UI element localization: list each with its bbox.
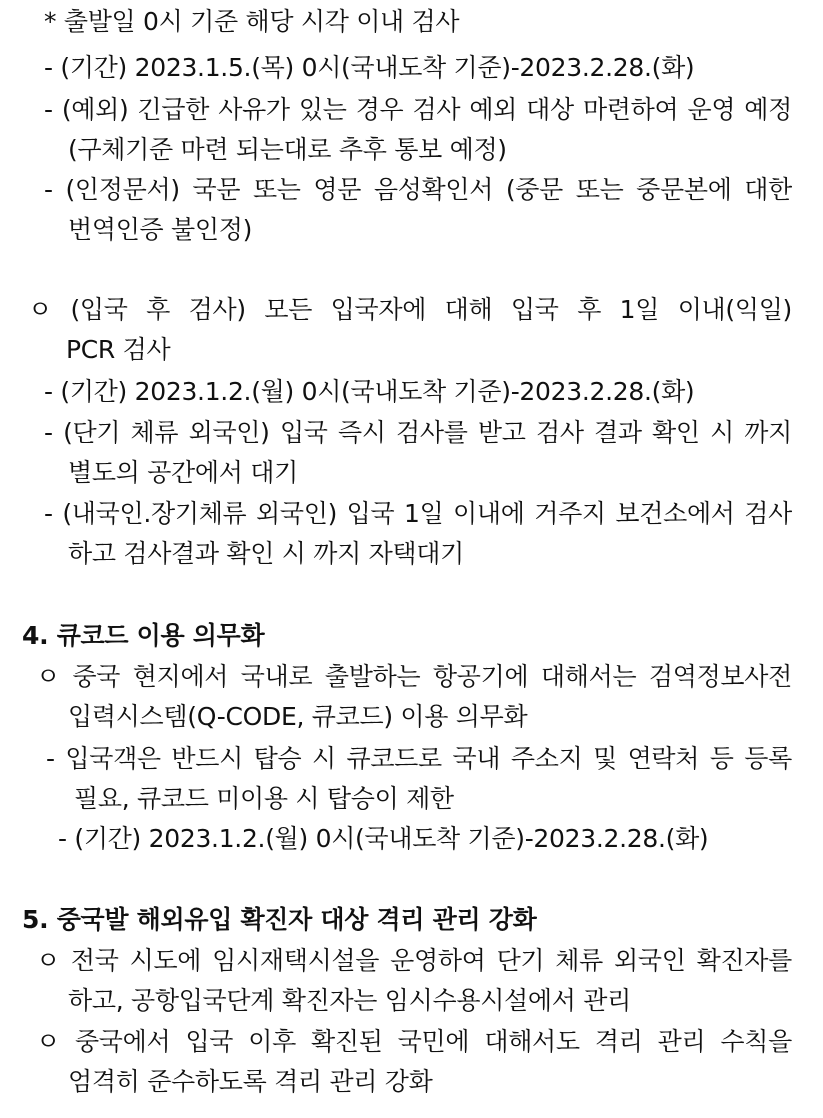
prior-test-documents-line1: - (인정문서) 국문 또는 영문 음성확인서 (중문 또는 중문본에 대한 [44,175,792,204]
section5-bullet1-line1: ㅇ 전국 시도에 임시재택시설을 운영하여 단기 체류 외국인 확진자를 [36,946,792,975]
section4-bullet-line2: 입력시스템(Q-CODE, 큐코드) 이용 의무화 [68,702,528,731]
long-stay-line2: 하고 검사결과 확인 시 까지 자택대기 [68,539,464,568]
short-stay-line1: - (단기 체류 외국인) 입국 즉시 검사를 받고 검사 결과 확인 시 까지 [44,418,792,447]
prior-test-exception-line2: (구체기준 마련 되는대로 추후 통보 예정) [68,135,507,164]
post-entry-test-period: - (기간) 2023.1.2.(월) 0시(국내도착 기준)-2023.2.28.(화) [44,377,695,406]
section4-bullet-line1: ㅇ 중국 현지에서 국내로 출발하는 항공기에 대해서는 검역정보사전 [36,662,792,691]
section5-bullet2-line2: 엄격히 준수하도록 격리 관리 강화 [68,1067,433,1096]
prior-test-period: - (기간) 2023.1.5.(목) 0시(국내도착 기준)-2023.2.28.(화) [44,53,695,82]
section5-bullet1-line2: 하고, 공항입국단계 확진자는 임시수용시설에서 관리 [68,986,631,1015]
post-entry-test-title-line1: ㅇ (입국 후 검사) 모든 입국자에 대해 입국 후 1일 이내(익일) [28,295,792,324]
section5-bullet2-line1: ㅇ 중국에서 입국 이후 확진된 국민에 대해서도 격리 관리 수칙을 [36,1027,792,1056]
section4-period: - (기간) 2023.1.2.(월) 0시(국내도착 기준)-2023.2.28.(화) [58,824,709,853]
section4-sub-line1: - 입국객은 반드시 탑승 시 큐코드로 국내 주소지 및 연락처 등 등록 [46,744,792,773]
prior-test-documents-line2: 번역인증 불인정) [68,215,253,244]
section5-heading: 5. 중국발 해외유입 확진자 대상 격리 관리 강화 [22,905,537,934]
section4-heading: 4. 큐코드 이용 의무화 [22,621,265,650]
prior-test-exception-line1: - (예외) 긴급한 사유가 있는 경우 검사 예외 대상 마련하여 운영 예정 [44,95,792,124]
prior-test-note: * 출발일 0시 기준 해당 시각 이내 검사 [44,7,460,36]
short-stay-line2: 별도의 공간에서 대기 [68,458,298,487]
long-stay-line1: - (내국인.장기체류 외국인) 입국 1일 이내에 거주지 보건소에서 검사 [44,499,792,528]
section4-sub-line2: 필요, 큐코드 미이용 시 탑승이 제한 [74,784,454,813]
post-entry-test-title-line2: PCR 검사 [66,335,171,364]
